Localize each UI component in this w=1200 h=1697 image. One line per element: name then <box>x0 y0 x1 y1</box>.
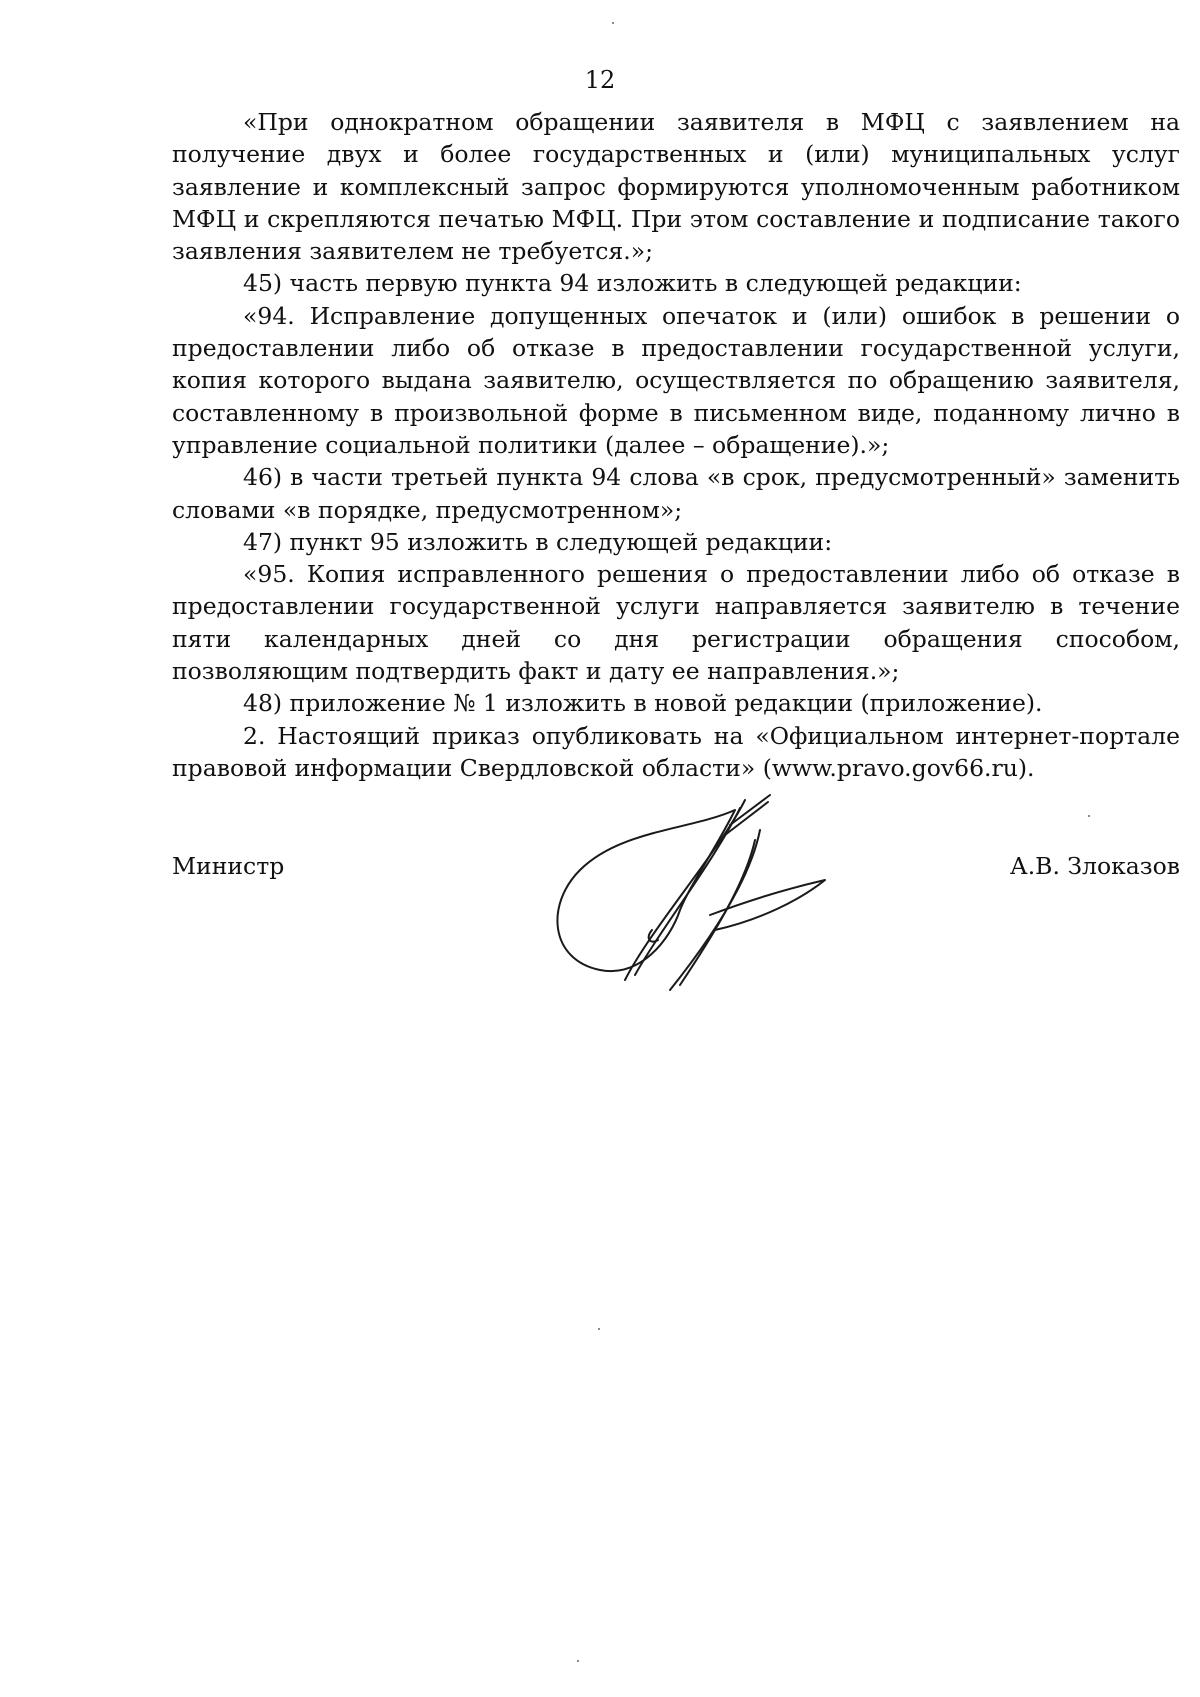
handwritten-signature-icon <box>540 790 860 1020</box>
scan-speck <box>612 22 614 24</box>
paragraph: 48) приложение № 1 изложить в новой редакции (приложение). <box>243 689 1043 718</box>
paragraph: «94. Исправление допущенных опечаток и (или) ошибок в решении о предоставлении либо об отказе в предоставлении государственной услуги, копия которого выдана заявителю, осуществляется по обращению заявителя, составленному в произвольной форме в письменном виде, поданному лично в управление социальной политики (далее – обращение).»; <box>172 301 1180 459</box>
paragraph: 46) в части третьей пункта 94 слова «в срок, предусмотренный» заменить словами «в порядке, предусмотренном»; <box>172 463 1180 524</box>
paragraph: 45) часть первую пункта 94 изложить в следующей редакции: <box>243 269 1022 298</box>
paragraph: 47) пункт 95 изложить в следующей редакции: <box>243 527 833 556</box>
paragraph: «95. Копия исправленного решения о предоставлении либо об отказе в предоставлении государственной услуги направляется заявителю в течение пяти календарных дней со дня регистрации обращения способом, позволяющим подтвердить факт и дату ее направления.»; <box>172 560 1180 686</box>
paragraph: 2. Настоящий приказ опубликовать на «Официальном интернет-портале правовой информации Свердловской области» (www.pravo.gov66.ru). <box>172 721 1180 782</box>
signer-position: Министр <box>172 852 285 880</box>
page-number: 12 <box>584 66 616 94</box>
scan-speck <box>598 1328 600 1330</box>
scan-speck <box>1088 815 1090 817</box>
document-body <box>172 106 1180 784</box>
scan-speck <box>577 1660 579 1662</box>
signer-name: А.В. Злоказов <box>1009 852 1180 880</box>
paragraph: «При однократном обращении заявителя в МФЦ с заявлением на получение двух и более государственных и (или) муниципальных услуг заявление и комплексный запрос формируются уполномоченным работником МФЦ и скрепляются печатью МФЦ. При этом составление и подписание такого заявления заявителем не требуется.»; <box>172 108 1180 266</box>
